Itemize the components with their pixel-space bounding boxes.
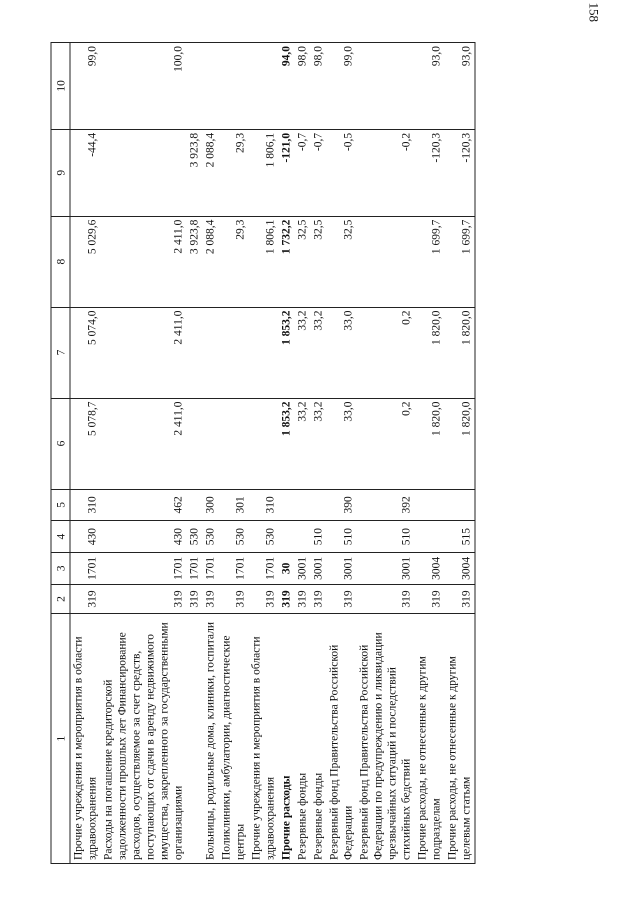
row-code-5: 462 xyxy=(101,489,187,521)
row-value-6 xyxy=(219,398,249,489)
row-name: Прочие учреждения и мероприятия в области здравоохранения xyxy=(249,614,279,864)
table-row xyxy=(279,43,295,864)
row-value-10 xyxy=(219,43,249,130)
table-row xyxy=(101,43,187,864)
row-value-7 xyxy=(187,307,203,398)
table-row xyxy=(357,43,415,864)
row-code-3: 3001 xyxy=(357,552,415,584)
row-code-5: 301 xyxy=(219,489,249,521)
row-code-4: 530 xyxy=(203,521,219,553)
column-header-1: 1 xyxy=(51,614,70,864)
row-value-7: 5 074,0 xyxy=(70,307,101,398)
row-value-6: 33,2 xyxy=(295,398,311,489)
row-value-9: -0,7 xyxy=(311,129,327,216)
row-code-4 xyxy=(415,521,445,553)
row-code-5: 310 xyxy=(70,489,101,521)
row-name xyxy=(187,614,203,864)
row-code-3: 1701 xyxy=(70,552,101,584)
row-value-10: 94,0 xyxy=(279,43,295,130)
row-code-3: 3001 xyxy=(311,552,327,584)
row-code-3: 30 xyxy=(279,552,295,584)
table-row xyxy=(219,43,249,864)
row-value-7: 0,2 xyxy=(357,307,415,398)
row-value-6: 1 820,0 xyxy=(445,398,476,489)
row-code-4 xyxy=(295,521,311,553)
row-name: Прочие расходы, не отнесенные к другим целевым статьям xyxy=(445,614,476,864)
table-row xyxy=(203,43,219,864)
row-value-6: 1 820,0 xyxy=(415,398,445,489)
row-value-9: 3 923,8 xyxy=(187,129,203,216)
row-value-8: 1 699,7 xyxy=(415,216,445,307)
row-value-8: 32,5 xyxy=(295,216,311,307)
row-code-3: 1701 xyxy=(249,552,279,584)
column-number-row xyxy=(51,43,70,864)
row-value-8: 32,5 xyxy=(311,216,327,307)
row-code-5: 300 xyxy=(203,489,219,521)
row-code-4: 510 xyxy=(357,521,415,553)
row-value-7: 2 411,0 xyxy=(101,307,187,398)
column-header-3: 3 xyxy=(51,552,70,584)
column-header-2: 2 xyxy=(51,584,70,614)
row-code-3: 3001 xyxy=(295,552,311,584)
row-name: Прочие расходы, не отнесенные к другим подразделам xyxy=(415,614,445,864)
row-value-7: 1 820,0 xyxy=(445,307,476,398)
row-value-6: 0,2 xyxy=(357,398,415,489)
row-code-2: 319 xyxy=(445,584,476,614)
row-code-2: 319 xyxy=(203,584,219,614)
row-value-7: 1 820,0 xyxy=(415,307,445,398)
row-value-6: 33,0 xyxy=(327,398,357,489)
row-value-8: 3 923,8 xyxy=(187,216,203,307)
row-code-3: 3004 xyxy=(445,552,476,584)
row-value-8: 29,3 xyxy=(219,216,249,307)
row-code-4: 510 xyxy=(311,521,327,553)
table-row xyxy=(415,43,445,864)
row-value-10: 93,0 xyxy=(445,43,476,130)
column-header-10: 10 xyxy=(51,43,70,130)
row-code-5 xyxy=(295,489,311,521)
row-value-6: 5 078,7 xyxy=(70,398,101,489)
row-value-9: 2 088,4 xyxy=(203,129,219,216)
row-code-5: 392 xyxy=(357,489,415,521)
table-row xyxy=(311,43,327,864)
row-value-8: 2 411,0 xyxy=(101,216,187,307)
row-code-3: 1701 xyxy=(187,552,203,584)
row-code-4: 515 xyxy=(445,521,476,553)
table-row xyxy=(70,43,101,864)
row-code-4: 530 xyxy=(187,521,203,553)
row-value-8: 2 088,4 xyxy=(203,216,219,307)
row-code-2: 319 xyxy=(357,584,415,614)
row-name: Резервный фонд Правительства Российской Федерации xyxy=(327,614,357,864)
row-code-5 xyxy=(279,489,295,521)
row-value-9: -120,3 xyxy=(415,129,445,216)
row-code-2: 319 xyxy=(219,584,249,614)
row-value-6 xyxy=(249,398,279,489)
row-value-8: 1 732,2 xyxy=(279,216,295,307)
row-code-5: 310 xyxy=(249,489,279,521)
row-value-6 xyxy=(187,398,203,489)
row-value-10 xyxy=(249,43,279,130)
row-name: Резервные фонды xyxy=(295,614,311,864)
table-body xyxy=(70,43,475,864)
row-name: Расходы на погашение кредиторской задолженности прошлых лет Финансирование расходов, осуществляемое за счет средств, поступающих от сдачи в аренду недвижимого имущества, закрепленного за государственными организациями xyxy=(101,614,187,864)
row-value-10: 98,0 xyxy=(295,43,311,130)
row-value-7: 33,0 xyxy=(327,307,357,398)
row-code-4: 530 xyxy=(249,521,279,553)
row-value-7 xyxy=(219,307,249,398)
row-value-6: 2 411,0 xyxy=(101,398,187,489)
row-value-8: 1 806,1 xyxy=(249,216,279,307)
column-header-5: 5 xyxy=(51,489,70,521)
row-value-9: 29,3 xyxy=(219,129,249,216)
row-value-7: 33,2 xyxy=(311,307,327,398)
row-value-7: 33,2 xyxy=(295,307,311,398)
row-value-8: 1 699,7 xyxy=(445,216,476,307)
row-code-3: 1701 xyxy=(203,552,219,584)
row-code-2: 319 xyxy=(415,584,445,614)
row-code-2: 319 xyxy=(187,584,203,614)
row-code-5: 390 xyxy=(327,489,357,521)
budget-table xyxy=(51,42,476,864)
row-code-3: 3001 xyxy=(327,552,357,584)
row-value-6 xyxy=(203,398,219,489)
page-number: 158 xyxy=(586,2,601,22)
row-value-9: -121,0 xyxy=(279,129,295,216)
row-value-9: -0,2 xyxy=(357,129,415,216)
table-row xyxy=(445,43,476,864)
row-code-2: 319 xyxy=(70,584,101,614)
row-code-5 xyxy=(311,489,327,521)
row-value-7: 1 853,2 xyxy=(279,307,295,398)
row-code-4: 430 xyxy=(101,521,187,553)
row-code-5 xyxy=(445,489,476,521)
column-header-9: 9 xyxy=(51,129,70,216)
row-value-7 xyxy=(249,307,279,398)
column-header-7: 7 xyxy=(51,307,70,398)
row-code-2: 319 xyxy=(295,584,311,614)
row-value-9: -0,7 xyxy=(295,129,311,216)
row-code-4: 530 xyxy=(219,521,249,553)
row-name: Поликлиники, амбулатории, диагностические центры xyxy=(219,614,249,864)
row-code-3: 3004 xyxy=(415,552,445,584)
row-code-2: 319 xyxy=(101,584,187,614)
row-code-3: 1701 xyxy=(101,552,187,584)
row-value-10: 98,0 xyxy=(311,43,327,130)
row-value-9: -120,3 xyxy=(445,129,476,216)
row-value-6: 1 853,2 xyxy=(279,398,295,489)
row-value-8: 32,5 xyxy=(327,216,357,307)
row-value-8: 5 029,6 xyxy=(70,216,101,307)
row-code-4: 510 xyxy=(327,521,357,553)
row-value-7 xyxy=(203,307,219,398)
row-value-9: -44,4 xyxy=(70,129,101,216)
table-row xyxy=(327,43,357,864)
row-value-10: 99,0 xyxy=(327,43,357,130)
row-value-10: 93,0 xyxy=(415,43,445,130)
table-row xyxy=(295,43,311,864)
row-code-5 xyxy=(187,489,203,521)
row-name: Резервные фонды xyxy=(311,614,327,864)
row-code-2: 319 xyxy=(311,584,327,614)
row-name: Больницы, родильные дома, клиники, госпитали xyxy=(203,614,219,864)
column-header-8: 8 xyxy=(51,216,70,307)
row-code-2: 319 xyxy=(249,584,279,614)
row-name: Резервный фонд Правительства Российской Федерации по предупреждению и ликвидации чрезвычайных ситуаций и последствий стихийных бедствий xyxy=(357,614,415,864)
table-header xyxy=(51,43,70,864)
row-value-9: 1 806,1 xyxy=(249,129,279,216)
row-value-8 xyxy=(357,216,415,307)
row-value-10 xyxy=(203,43,219,130)
row-value-6: 33,2 xyxy=(311,398,327,489)
row-value-9 xyxy=(101,129,187,216)
row-code-5 xyxy=(415,489,445,521)
row-name: Прочие расходы xyxy=(279,614,295,864)
column-header-4: 4 xyxy=(51,521,70,553)
row-code-2: 319 xyxy=(327,584,357,614)
row-value-10: 100,0 xyxy=(101,43,187,130)
column-header-6: 6 xyxy=(51,398,70,489)
row-value-10: 99,0 xyxy=(70,43,101,130)
row-code-4 xyxy=(279,521,295,553)
row-code-3: 1701 xyxy=(219,552,249,584)
row-name: Прочие учреждения и мероприятия в области здравоохранения xyxy=(70,614,101,864)
table-row xyxy=(249,43,279,864)
row-value-10 xyxy=(187,43,203,130)
row-code-4: 430 xyxy=(70,521,101,553)
row-value-9: -0,5 xyxy=(327,129,357,216)
row-value-10 xyxy=(357,43,415,130)
budget-table-container xyxy=(51,42,606,864)
row-code-2: 319 xyxy=(279,584,295,614)
table-row xyxy=(187,43,203,864)
